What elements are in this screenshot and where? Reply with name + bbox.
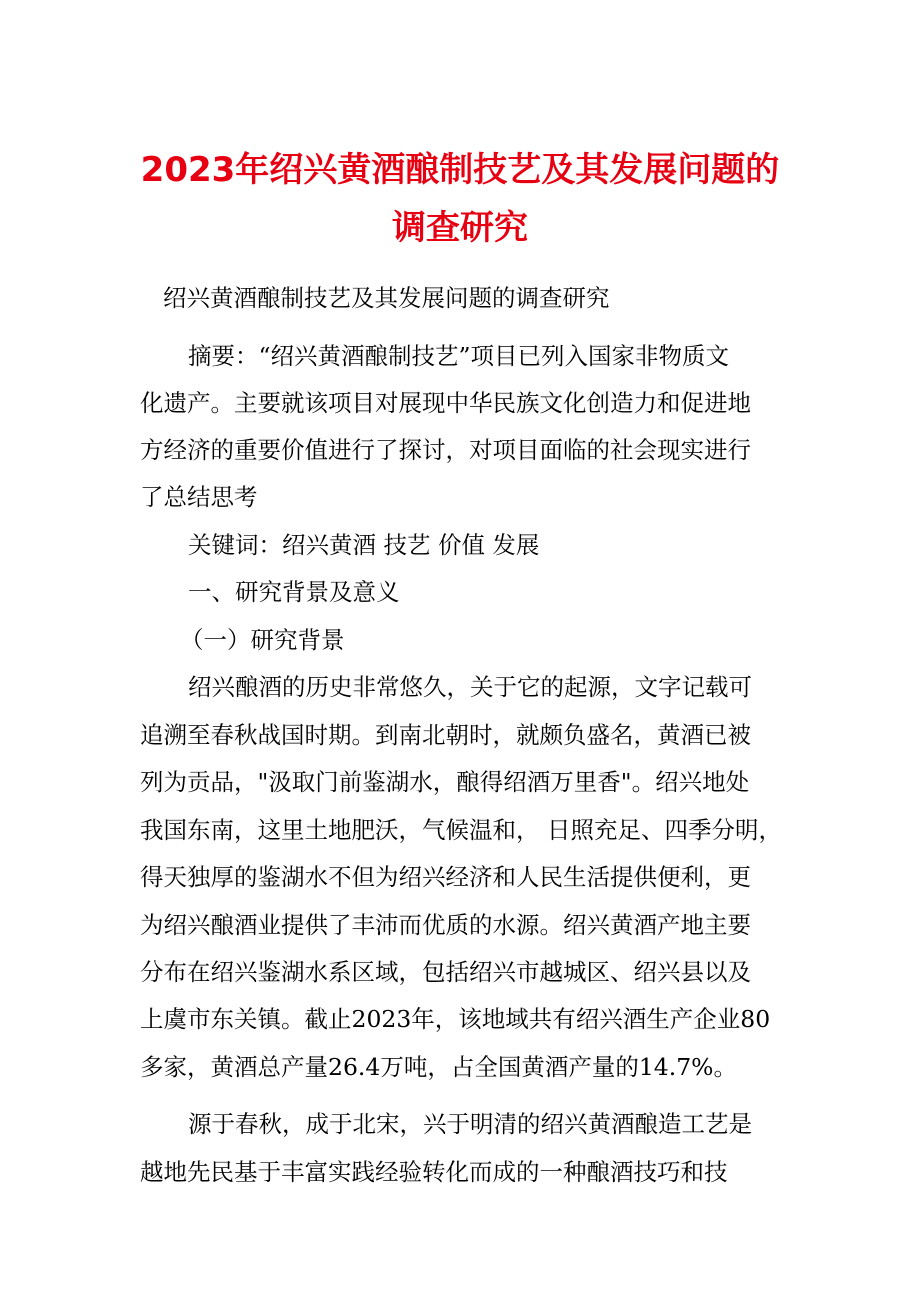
- abstract-line: 方经济的重要价值进行了探讨，对项目面临的社会现实进行: [140, 436, 751, 464]
- abstract-line: 摘要：“绍兴黄酒酿制技艺”项目已列入国家非物质文: [188, 342, 730, 370]
- keywords-line: 关键词：绍兴黄酒 技艺 价值 发展: [188, 531, 540, 559]
- paragraph-line: 为绍兴酿酒业提供了丰沛而优质的水源。绍兴黄酒产地主要: [140, 911, 751, 939]
- document-title-line-1: 2023年绍兴黄酒酿制技艺及其发展问题的: [140, 150, 780, 190]
- paragraph-line: 列为贡品，"汲取门前鉴湖水，酿得绍酒万里香"。绍兴地处: [140, 768, 750, 796]
- paragraph-line: 多家，黄酒总产量26.4万吨，占全国黄酒产量的14.7%。: [140, 1053, 737, 1081]
- abstract-line: 化遗产。主要就该项目对展现中华民族文化创造力和促进地: [140, 389, 751, 417]
- paragraph-line: 我国东南，这里土地肥沃，气候温和， 日照充足、四季分明，: [140, 816, 782, 844]
- paragraph-line: 越地先民基于丰富实践经验转化而成的一种酿酒技巧和技: [140, 1158, 728, 1186]
- abstract-line: 了总结思考: [140, 483, 258, 511]
- paragraph-line: 源于春秋，成于北宋，兴于明清的绍兴黄酒酿造工艺是: [188, 1110, 752, 1138]
- paragraph-line: 分布在绍兴鉴湖水系区域，包括绍兴市越城区、绍兴县以及: [140, 958, 751, 986]
- paragraph-line: 得天独厚的鉴湖水不但为绍兴经济和人民生活提供便利，更: [140, 863, 751, 891]
- subsection-heading: （一）研究背景: [180, 626, 345, 654]
- paragraph-line: 上虞市东关镇。截止2023年，该地域共有绍兴酒生产企业80: [140, 1005, 771, 1033]
- subtitle-line: 绍兴黄酒酿制技艺及其发展问题的调查研究: [163, 284, 610, 312]
- paragraph-line: 追溯至春秋战国时期。到南北朝时，就颇负盛名，黄酒已被: [140, 721, 751, 749]
- section-heading: 一、研究背景及意义: [188, 578, 400, 606]
- paragraph-line: 绍兴酿酒的历史非常悠久，关于它的起源，文字记载可: [188, 673, 752, 701]
- document-title-line-2: 调查研究: [392, 208, 528, 248]
